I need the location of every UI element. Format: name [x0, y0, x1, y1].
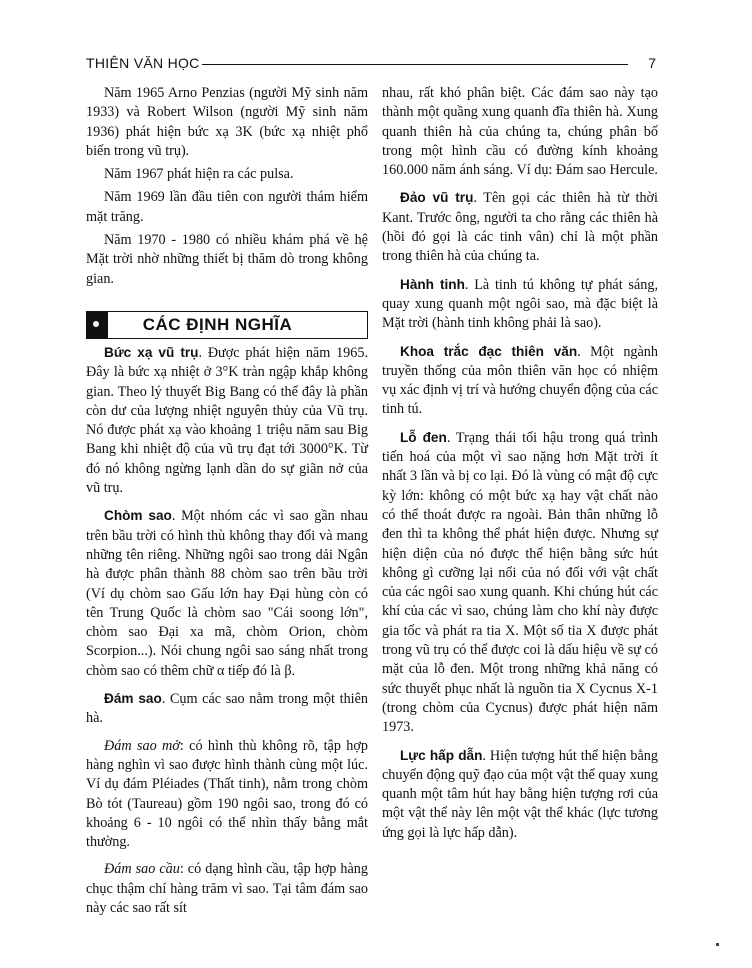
definition-dam-sao-cau	[86, 860, 368, 918]
definition-chom-sao	[86, 506, 368, 681]
definition-dam-sao	[86, 689, 368, 729]
definition-luc-hap-dan	[382, 746, 658, 843]
definition-text: . Một nhóm các vì sao gần nhau trên bầu trời có hình thù không thay đổi và mang những tên riêng. Những ngôi sao trong dải Ngân hà được phân thành 88 chòm sao trên bầu trời (Ví dụ chòm sao Gấu lớn hay Đại hùng còn có tên Trung Quốc là chòm sao "Cái soong lớn", chòm sao Đại xa mã, chòm Orion, chòm Scorpion...). Nói chung ngôi sao sáng nhất trong chòm sao có thêm chữ α tiếp đó là β.	[86, 508, 368, 679]
definition-dam-sao-mo	[86, 737, 368, 853]
term-dao-vu-tru: Đảo vũ trụ	[400, 190, 474, 206]
running-head-title: THIÊN VĂN HỌC	[86, 55, 200, 71]
left-column	[86, 84, 368, 926]
term-dam-sao-mo: Đám sao mở	[104, 737, 180, 754]
term-khoa-trac-dac: Khoa trắc đạc thiên văn	[400, 343, 578, 359]
right-column	[382, 84, 658, 851]
section-title: CÁC ĐỊNH NGHĨA	[142, 315, 293, 335]
page-number: 7	[648, 55, 656, 71]
term-buc-xa-vu-tru: Bức xạ vũ trụ	[104, 344, 199, 360]
term-luc-hap-dan: Lực hấp dẫn	[400, 747, 483, 763]
history-1965: Năm 1965 Arno Penzias (người Mỹ sinh năm 1933) và Robert Wilson (người Mỹ sinh năm 1936) phát hiện bức xạ 3K (bức xạ nhiệt phổ biến trong vũ trụ).	[86, 85, 368, 159]
section-heading	[86, 311, 368, 339]
term-lo-den: Lỗ đen	[400, 429, 447, 445]
page-header	[86, 55, 658, 75]
header-rule	[202, 64, 628, 65]
term-chom-sao: Chòm sao	[104, 508, 172, 524]
section-marker-icon	[86, 312, 108, 338]
term-dam-sao: Đám sao	[104, 691, 162, 707]
definition-text: : có dạng hình cầu, tập hợp hàng chục thậm chí hàng trăm vì sao. Tại tâm đám sao này các sao rất sít	[86, 861, 368, 916]
definition-text: . Hiện tượng hút thể hiện bằng chuyển động quỹ đạo của một vật thể quay xung quanh một tâm hút hay bằng hiện tượng rơi của một vật thể này lên một vật thể khác (lực tương ứng gọi là lực hấp dẫn).	[382, 747, 658, 841]
history-1970-1980: Năm 1970 - 1980 có nhiều khám phá về hệ Mặt trời nhờ những thiết bị thăm dò trong không gian.	[86, 232, 368, 287]
definition-khoa-trac-dac	[382, 342, 658, 420]
definition-text: . Cụm các sao nằm trong một thiên hà.	[86, 691, 368, 727]
history-1969: Năm 1969 lần đầu tiên con người thám hiểm mặt trăng.	[86, 189, 368, 225]
definition-text: . Tên gọi các thiên hà từ thời Kant. Trước ông, người ta cho rằng các thiên hà (hồi đó gọi là các tinh vân) chỉ là một phần trong thiên hà của chúng ta.	[382, 190, 658, 265]
term-dam-sao-cau: Đám sao cầu	[104, 861, 180, 878]
definition-text: . Là tinh tú không tự phát sáng, quay xung quanh một ngôi sao, mà đặc biệt là Mặt trời (hành tinh không phải là sao).	[382, 276, 658, 332]
definition-hanh-tinh	[382, 275, 658, 334]
definition-dao-vu-tru	[382, 188, 658, 266]
definition-text: . Trạng thái tối hậu trong quá trình tiến hoá của một vì sao nặng hơn Mặt trời ít nhất 3 lần và bị co lại. Đó là vùng có mật độ cực kỳ lớn: không có một bức xạ hay vật chất nào có thể thoát được ra ngoài. Bản thân những lỗ đen thì ta không thể phát hiện được. Nhưng sự hiện diện của nó được thể hiện bằng sức hút không gì cưỡng lại nổi của nó đối với vật chất của các ngôi sao xung quanh. Khi chúng hút các khí của các vì sao, chúng làm cho khí này được gia tốc và phát ra tia X. Một số tia X được phát trong vũ trụ có thể được coi là dấu hiệu về sự có mặt của lỗ đen. Một trong những khả năng có sức thuyết phục nhất là nguồn tia X Cycnus X-1 (trong chòm của Cycnus) được phát hiện năm 1973.	[382, 429, 658, 736]
scan-speck	[716, 943, 719, 946]
definition-text: . Được phát hiện năm 1965. Đây là bức xạ nhiệt ở 3°K tràn ngập khắp không gian. Theo lý thuyết Big Bang có thể đây là phần còn dư của lượng nhiệt nguyên thủy của Vũ trụ. Nó được phát xạ vào khoảng 1 triệu năm sau Big Bang khi nhiệt độ của vũ trụ đạt tới 3000°K. Từ đó nó không ngừng lạnh dần do sự giãn nở của vũ trụ.	[86, 344, 368, 497]
definition-buc-xa-vu-tru	[86, 343, 368, 498]
definition-lo-den	[382, 428, 658, 738]
term-hanh-tinh: Hành tinh	[400, 276, 465, 292]
definition-text: : có hình thù không rõ, tập hợp hàng nghìn vì sao được hình thành cùng một lúc. Ví dụ đám Pléiades (Thất tinh), nằm trong chòm Bò tót (Taureau) gồm 190 ngôi sao, trong đó có khoảng 6 - 10 ngôi có thể nhìn thấy bằng mắt thường.	[86, 737, 368, 851]
continued-paragraph: nhau, rất khó phân biệt. Các đám sao này tạo thành một quầng xung quanh đĩa thiên hà. Xung quanh thiên hà của chúng ta, chúng phân bố trong một hình cầu có đường kính khoảng 160.000 năm ánh sáng. Ví dụ: Đám sao Hercule.	[382, 85, 658, 179]
definition-text: . Một ngành truyền thống của môn thiên văn học có nhiệm vụ xác định vị trí và hướng chuyển động của các tinh tú.	[382, 343, 658, 418]
history-1967: Năm 1967 phát hiện ra các pulsa.	[104, 166, 294, 183]
